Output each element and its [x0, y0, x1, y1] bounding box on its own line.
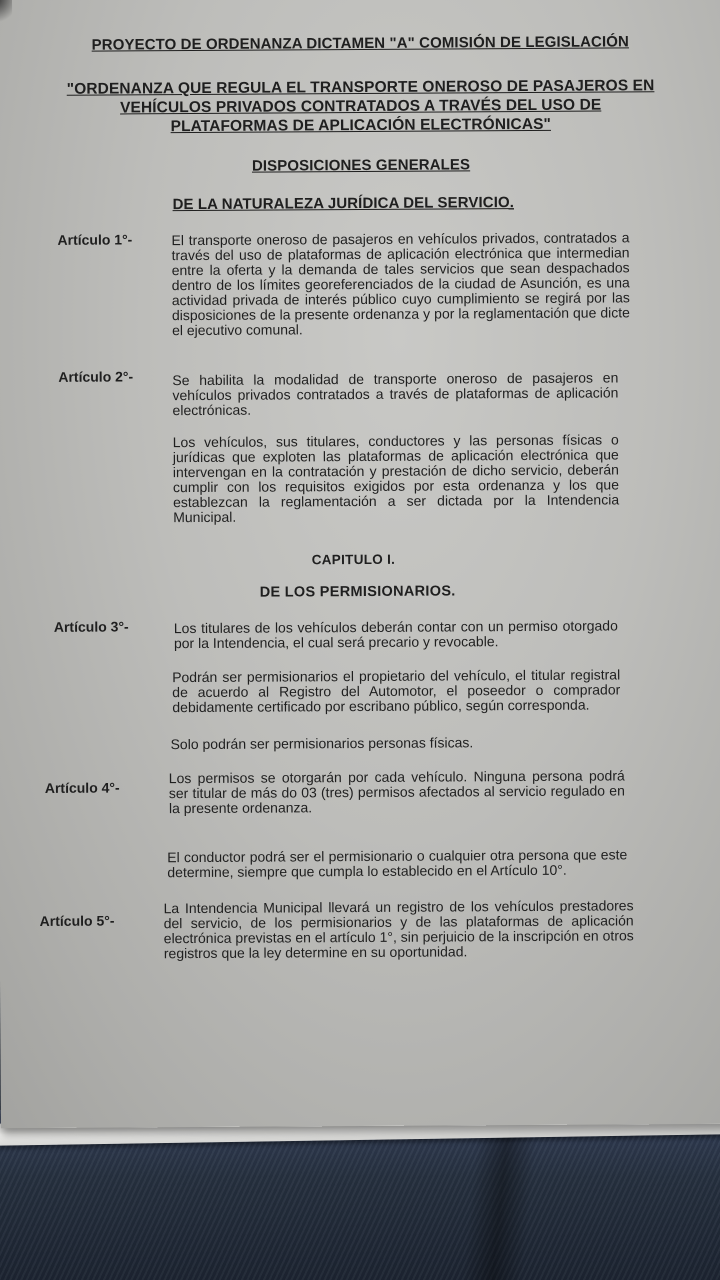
article-2-paragraph-1: Se habilita la modalidad de transporte oneroso de pasajeros en vehículos privados contratados a través de plataformas de aplicación electrónicas. — [172, 369, 619, 419]
article-4-paragraph-2: El conductor podrá ser el permisionario o cualquier otra persona que este determine, siempre que cumpla lo establecido en el Artículo 10°. — [167, 846, 628, 881]
article-4-paragraph-1: Los permisos se otorgarán por cada vehículo. Ninguna persona podrá ser titular de más do 03 (tres) permisos afectados al servicio regulado en la presente ordenanza. — [168, 767, 625, 817]
article-3-paragraph-2: Podrán ser permisionarios el propietario del vehículo, el titular registral de acuerdo al Registro del Automotor, el poseedor o comprador debidamente certificado por escribano público, según corresponda. — [172, 666, 621, 716]
section-heading: DISPOSICIONES GENERALES — [251, 156, 471, 175]
document-title: PROYECTO DE ORDENANZA DICTAMEN "A" COMISIÓN DE LEGISLACIÓN — [91, 33, 629, 54]
article-5-paragraph-1: La Intendencia Municipal llevará un registro de los vehículos prestadores del servicio, de los permisionarios y de las plataformas de aplicación electrónica previstas en el artículo 1°, sin perjuicio de la inscripción en otros registros que la ley determine en su oportunidad. — [163, 897, 634, 962]
article-5-label: Artículo 5°- — [39, 912, 115, 929]
document-subtitle-line-3: PLATAFORMAS DE APLICACIÓN ELECTRÓNICAS" — [170, 115, 552, 136]
article-1-paragraph-1: El transporte oneroso de pasajeros en vehículos privados, contratados a través del uso de plataformas de aplicación electrónica que intermedian entre la oferta y la demanda de tales servicios que sean despachados dentro de los límites georeferenciados de la ciudad de Asunción, es una actividad privada de interés público cuyo cumplimiento se regirá por las disposiciones de la presente ordenanza y por la reglamentación que dicte el ejecutivo comunal. — [171, 229, 630, 339]
article-1-label: Artículo 1°- — [57, 231, 133, 248]
chapter-1-title: CAPITULO I. — [311, 551, 396, 568]
article-3-paragraph-3: Solo podrán ser permisionarios personas físicas. — [170, 734, 474, 753]
article-2-label: Artículo 2°- — [58, 368, 134, 385]
article-4-label: Artículo 4°- — [44, 779, 120, 796]
article-2-paragraph-2: Los vehículos, sus titulares, conductores y las personas físicas o jurídicas que exploten las plataformas de aplicación electrónica que intervengan en la contratación y prestación de dicho servicio, deberán cumplir con los requisitos exigidos por esta ordenanza y los que establezcan la reglamentación a ser dictada por la Intendencia Municipal. — [172, 431, 620, 526]
document-subtitle-line-1: "ORDENANZA QUE REGULA EL TRANSPORTE ONEROSO DE PASAJEROS EN — [66, 77, 655, 98]
section-subheading: DE LA NATURALEZA JURÍDICA DEL SERVICIO. — [172, 194, 515, 214]
chapter-1-subtitle: DE LOS PERMISIONARIOS. — [259, 583, 456, 601]
article-3-paragraph-1: Los titulares de los vehículos deberán contar con un permiso otorgado por la Intendencia, el cual será precario y revocable. — [173, 617, 618, 652]
document-subtitle-line-2: VEHÍCULOS PRIVADOS CONTRATADOS A TRAVÉS DEL USO DE — [120, 96, 602, 117]
page-corner-shadow — [0, 0, 12, 28]
article-3-label: Artículo 3°- — [53, 618, 129, 635]
